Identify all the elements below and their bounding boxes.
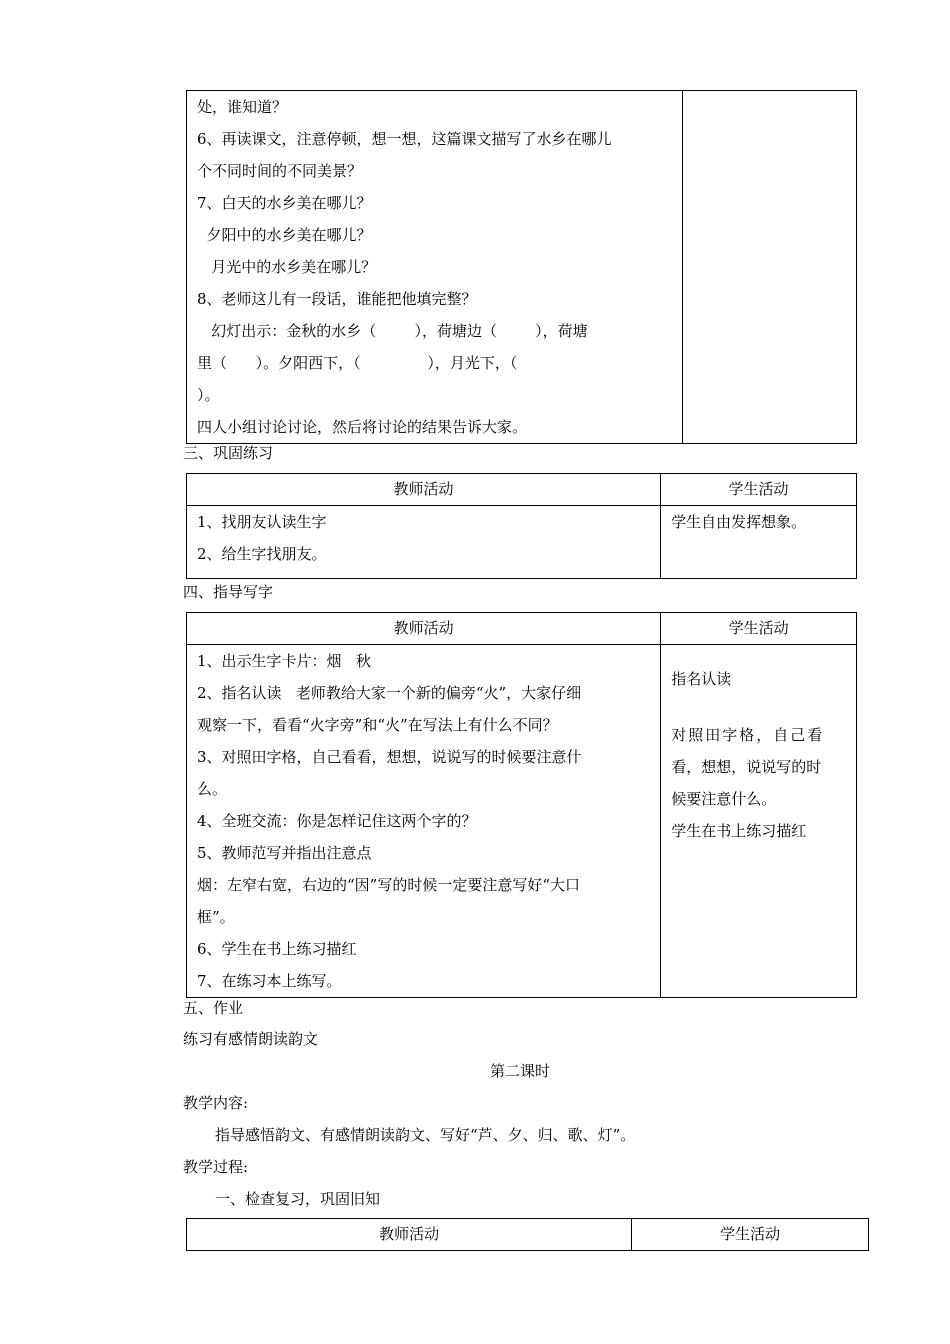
table-line: 里（ ）。夕阳西下，（ ），月光下，（ (197, 354, 518, 372)
content-text: 指导感悟韵文、有感情朗读韵文、写好“芦、夕、归、歌、灯”。 (215, 1126, 636, 1144)
step-title: 一、检查复习，巩固旧知 (215, 1190, 381, 1208)
header-teacher-activity: 教师活动 (187, 613, 661, 645)
teacher-activity-cell (187, 645, 661, 998)
table-line: 烟：左窄右宽，右边的“因”写的时候一定要注意写好“大口 (197, 876, 581, 894)
section-title: 四、指导写字 (183, 583, 274, 601)
header-student-activity: 学生活动 (661, 474, 857, 506)
table-line: 6、再读课文，注意停顿，想一想，这篇课文描写了水乡在哪儿 (197, 130, 612, 148)
header-teacher-activity: 教师活动 (187, 1219, 632, 1251)
review-table (186, 1218, 869, 1251)
table-line: 学生自由发挥想象。 (671, 513, 807, 531)
table-line: 夕阳中的水乡美在哪儿？ (197, 226, 372, 244)
homework-text: 练习有感情朗读韵文 (183, 1030, 319, 1048)
teacher-activity-cell (187, 91, 683, 444)
table-line: 6、学生在书上练习描红 (197, 940, 357, 958)
lesson-table-continued (186, 90, 857, 444)
table-line: 4、全班交流：你是怎样记住这两个字的？ (197, 812, 477, 830)
header-teacher-activity: 教师活动 (187, 474, 661, 506)
section-title: 五、作业 (183, 999, 244, 1017)
lesson-title: 第二课时 (489, 1062, 550, 1080)
table-line: 学生在书上练习描红 (671, 822, 807, 840)
table-line: ）。 (197, 386, 220, 404)
table-line: 1、找朋友认读生字 (197, 513, 327, 531)
practice-table (186, 473, 857, 579)
table-line: 个不同时间的不同美景？ (197, 162, 363, 180)
table-line: 1、出示生字卡片：烟 秋 (197, 652, 371, 670)
table-line: 2、给生字找朋友。 (197, 545, 327, 563)
student-activity-cell (661, 645, 857, 998)
table-line: 么。 (197, 780, 228, 798)
table-line: 7、白天的水乡美在哪儿？ (197, 194, 372, 212)
table-line: 幻灯出示：金秋的水乡（ ），荷塘边（ ），荷塘 (197, 322, 588, 340)
process-label: 教学过程: (183, 1158, 249, 1176)
student-activity-cell (661, 506, 857, 579)
writing-table (186, 612, 857, 998)
table-line: 8、老师这儿有一段话，谁能把他填完整？ (197, 290, 477, 308)
table-line: 2、指名认读 老师教给大家一个新的偏旁“火”，大家仔细 (197, 684, 582, 702)
table-line: 对照田字格，自己看 (671, 726, 825, 744)
table-line: 看，想想，说说写的时 (671, 758, 822, 776)
table-line: 指名认读 (671, 670, 732, 688)
table-line: 月光中的水乡美在哪儿？ (197, 258, 377, 276)
table-line: 观察一下，看看“火字旁”和“火”在写法上有什么不同？ (197, 716, 558, 734)
spacer (671, 695, 856, 719)
section-title: 三、巩固练习 (183, 444, 274, 462)
header-student-activity: 学生活动 (661, 613, 857, 645)
table-line: 四人小组讨论讨论，然后将讨论的结果告诉大家。 (197, 418, 528, 436)
table-line: 3、对照田字格，自己看看，想想，说说写的时候要注意什 (197, 748, 582, 766)
table-line: 7、在练习本上练写。 (197, 972, 342, 990)
table-line: 处，谁知道？ (197, 98, 288, 116)
header-student-activity: 学生活动 (632, 1219, 869, 1251)
table-line: 框”。 (197, 908, 235, 926)
content-label: 教学内容: (183, 1094, 249, 1112)
table-line: 5、教师范写并指出注意点 (197, 844, 372, 862)
teacher-activity-cell (187, 506, 661, 579)
student-activity-cell (683, 91, 857, 444)
table-line: 候要注意什么。 (671, 790, 777, 808)
